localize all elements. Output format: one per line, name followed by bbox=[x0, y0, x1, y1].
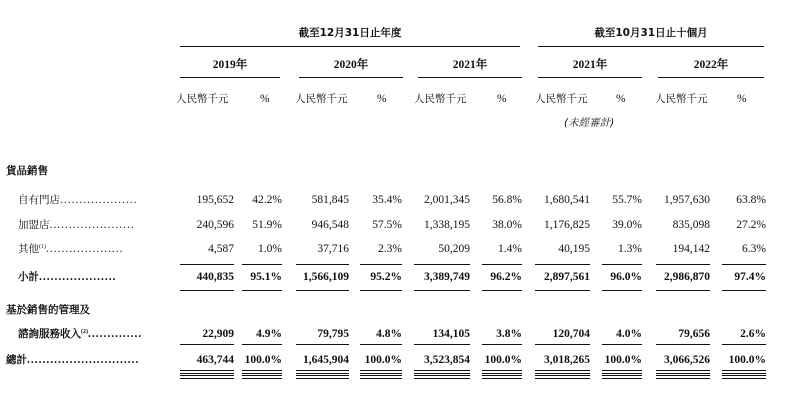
row-label-text: 小計 bbox=[18, 271, 39, 283]
col-pct-1: % bbox=[260, 93, 270, 105]
year-header-2019: 2019年 bbox=[212, 59, 248, 71]
cell-underline bbox=[360, 344, 402, 345]
col-rmb-2: 人民幣千元 bbox=[295, 93, 348, 105]
row-label bbox=[18, 218, 135, 232]
table-cell: 100.0% bbox=[484, 354, 522, 366]
table-cell: 42.2% bbox=[252, 194, 282, 206]
table-cell: 4,587 bbox=[208, 243, 234, 255]
col-pct-5: % bbox=[737, 93, 747, 105]
table-cell: 55.7% bbox=[612, 194, 642, 206]
table-cell: 38.0% bbox=[492, 219, 522, 231]
subtotal-bottom-rule bbox=[180, 290, 234, 291]
leader-dots: .................... bbox=[60, 194, 138, 206]
cell-double-underline bbox=[722, 370, 766, 374]
table-cell: 79,795 bbox=[317, 328, 349, 340]
subtotal-top-rule bbox=[360, 264, 402, 265]
group1-rule bbox=[180, 46, 520, 47]
table-cell: 2,897,561 bbox=[544, 271, 590, 283]
table-cell: 1,566,109 bbox=[303, 271, 349, 283]
cell-double-underline bbox=[722, 375, 766, 379]
table-cell: 79,656 bbox=[678, 328, 710, 340]
year-header-2020: 2020年 bbox=[333, 59, 369, 71]
leader-dots: .............. bbox=[88, 328, 143, 340]
cell-double-underline bbox=[482, 370, 522, 374]
subtotal-top-rule bbox=[482, 264, 522, 265]
col-rmb-3: 人民幣千元 bbox=[414, 93, 467, 105]
cell-underline bbox=[414, 344, 470, 345]
subtotal-top-rule bbox=[602, 264, 642, 265]
cell-double-underline bbox=[242, 375, 282, 379]
table-cell: 56.8% bbox=[492, 194, 522, 206]
subtotal-top-rule bbox=[722, 264, 766, 265]
subtotal-top-rule bbox=[242, 264, 282, 265]
table-cell: 4.0% bbox=[616, 328, 642, 340]
subtotal-bottom-rule bbox=[722, 290, 766, 291]
cell-underline bbox=[602, 344, 642, 345]
table-cell: 4.8% bbox=[376, 328, 402, 340]
year-rule-2019 bbox=[180, 77, 280, 78]
cell-double-underline bbox=[180, 375, 234, 379]
subtotal-bottom-rule bbox=[535, 290, 590, 291]
table-cell: 40,195 bbox=[558, 243, 590, 255]
table-cell: 2.6% bbox=[740, 328, 766, 340]
table-cell: 134,105 bbox=[432, 328, 470, 340]
table-cell: 2.3% bbox=[378, 243, 402, 255]
cell-double-underline bbox=[360, 370, 402, 374]
footnote-marker: (1) bbox=[39, 244, 46, 250]
subtotal-top-rule bbox=[656, 264, 710, 265]
table-cell: 57.5% bbox=[372, 219, 402, 231]
cell-double-underline bbox=[482, 375, 522, 379]
row-label-text: 總計 bbox=[6, 354, 27, 366]
cell-underline bbox=[535, 344, 590, 345]
cell-double-underline bbox=[656, 370, 710, 374]
row-label bbox=[6, 353, 139, 367]
table-cell: 1,338,195 bbox=[424, 219, 470, 231]
row-label-text: 加盟店 bbox=[18, 219, 50, 231]
table-cell: 1.4% bbox=[498, 243, 522, 255]
cell-double-underline bbox=[535, 375, 590, 379]
section-goods-sales-title: 貨品銷售 bbox=[6, 165, 48, 177]
col-rmb-4: 人民幣千元 bbox=[535, 93, 588, 105]
subtotal-bottom-rule bbox=[656, 290, 710, 291]
col-rmb-1: 人民幣千元 bbox=[176, 93, 229, 105]
subtotal-bottom-rule bbox=[602, 290, 642, 291]
subtotal-bottom-rule bbox=[482, 290, 522, 291]
cell-double-underline bbox=[180, 370, 234, 374]
year-rule-2021b bbox=[538, 77, 642, 78]
table-cell: 1,680,541 bbox=[544, 194, 590, 206]
table-cell: 100.0% bbox=[728, 354, 766, 366]
leader-dots: ...................... bbox=[49, 219, 135, 231]
table-cell: 22,909 bbox=[202, 328, 234, 340]
table-cell: 2,001,345 bbox=[424, 194, 470, 206]
year-rule-2021 bbox=[418, 77, 522, 78]
table-cell: 35.4% bbox=[372, 194, 402, 206]
row-label bbox=[18, 193, 138, 207]
table-cell: 463,744 bbox=[196, 354, 234, 366]
row-label bbox=[18, 242, 124, 256]
table-cell: 120,704 bbox=[552, 328, 590, 340]
table-cell: 946,548 bbox=[311, 219, 349, 231]
cell-double-underline bbox=[602, 375, 642, 379]
cell-double-underline bbox=[242, 370, 282, 374]
row-label-text: 自有門店 bbox=[18, 194, 60, 206]
cell-double-underline bbox=[535, 370, 590, 374]
cell-underline bbox=[482, 344, 522, 345]
table-cell: 96.2% bbox=[490, 271, 522, 283]
col-rmb-5: 人民幣千元 bbox=[655, 93, 708, 105]
table-cell: 37,716 bbox=[317, 243, 349, 255]
subtotal-top-rule bbox=[535, 264, 590, 265]
subtotal-bottom-rule bbox=[414, 290, 470, 291]
group2-title: 截至10月31日止十個月 bbox=[594, 27, 708, 39]
subtotal-top-rule bbox=[414, 264, 470, 265]
year-rule-2020 bbox=[299, 77, 403, 78]
group2-rule bbox=[538, 46, 764, 47]
cell-underline bbox=[180, 344, 234, 345]
subtotal-top-rule bbox=[180, 264, 234, 265]
table-cell: 63.8% bbox=[736, 194, 766, 206]
leader-dots: .................... bbox=[39, 271, 117, 283]
table-cell: 97.4% bbox=[734, 271, 766, 283]
table-cell: 95.1% bbox=[250, 271, 282, 283]
col-pct-4: % bbox=[616, 93, 626, 105]
table-cell: 27.2% bbox=[736, 219, 766, 231]
cell-underline bbox=[296, 344, 349, 345]
table-cell: 3.8% bbox=[496, 328, 522, 340]
row-label-text: 其他 bbox=[18, 243, 39, 255]
cell-double-underline bbox=[656, 375, 710, 379]
table-cell: 1,645,904 bbox=[303, 354, 349, 366]
table-cell: 50,209 bbox=[438, 243, 470, 255]
year-header-2021: 2021年 bbox=[452, 59, 488, 71]
row-label-text: 諮詢服務收入 bbox=[18, 328, 81, 340]
year-rule-2022 bbox=[658, 77, 764, 78]
cell-underline bbox=[656, 344, 710, 345]
section-service-title: 基於銷售的管理及 bbox=[6, 304, 90, 316]
table-cell: 1,176,825 bbox=[544, 219, 590, 231]
table-cell: 1.0% bbox=[258, 243, 282, 255]
table-cell: 2,986,870 bbox=[664, 271, 710, 283]
group1-title: 截至12月31日止年度 bbox=[298, 27, 402, 39]
table-cell: 581,845 bbox=[311, 194, 349, 206]
table-cell: 3,066,526 bbox=[664, 354, 710, 366]
leader-dots: .................... bbox=[46, 243, 124, 255]
footnote-marker: (2) bbox=[81, 329, 88, 335]
cell-double-underline bbox=[296, 375, 349, 379]
cell-double-underline bbox=[414, 370, 470, 374]
subtotal-bottom-rule bbox=[242, 290, 282, 291]
table-cell: 240,596 bbox=[196, 219, 234, 231]
table-cell: 39.0% bbox=[612, 219, 642, 231]
table-cell: 194,142 bbox=[672, 243, 710, 255]
subtotal-bottom-rule bbox=[296, 290, 349, 291]
table-cell: 100.0% bbox=[244, 354, 282, 366]
row-label bbox=[18, 270, 117, 284]
table-cell: 3,523,854 bbox=[424, 354, 470, 366]
table-cell: 51.9% bbox=[252, 219, 282, 231]
table-cell: 95.2% bbox=[370, 271, 402, 283]
cell-underline bbox=[722, 344, 766, 345]
table-cell: 195,652 bbox=[196, 194, 234, 206]
year-header-2021-ten-months: 2021年 bbox=[572, 59, 608, 71]
cell-double-underline bbox=[414, 375, 470, 379]
cell-underline bbox=[242, 344, 282, 345]
year-header-2022: 2022年 bbox=[693, 59, 729, 71]
subtotal-top-rule bbox=[296, 264, 349, 265]
cell-double-underline bbox=[602, 370, 642, 374]
table-cell: 3,389,749 bbox=[424, 271, 470, 283]
cell-double-underline bbox=[296, 370, 349, 374]
table-cell: 440,835 bbox=[196, 271, 234, 283]
unaudited-note: (未經審計) bbox=[564, 117, 615, 129]
subtotal-bottom-rule bbox=[360, 290, 402, 291]
table-cell: 100.0% bbox=[604, 354, 642, 366]
col-pct-3: % bbox=[497, 93, 507, 105]
table-cell: 4.9% bbox=[256, 328, 282, 340]
table-cell: 6.3% bbox=[742, 243, 766, 255]
cell-double-underline bbox=[360, 375, 402, 379]
col-pct-2: % bbox=[377, 93, 387, 105]
table-cell: 1.3% bbox=[618, 243, 642, 255]
table-cell: 100.0% bbox=[364, 354, 402, 366]
row-label bbox=[18, 327, 142, 341]
table-cell: 3,018,265 bbox=[544, 354, 590, 366]
table-cell: 1,957,630 bbox=[664, 194, 710, 206]
table-cell: 96.0% bbox=[610, 271, 642, 283]
leader-dots: ............................. bbox=[27, 354, 140, 366]
table-cell: 835,098 bbox=[672, 219, 710, 231]
